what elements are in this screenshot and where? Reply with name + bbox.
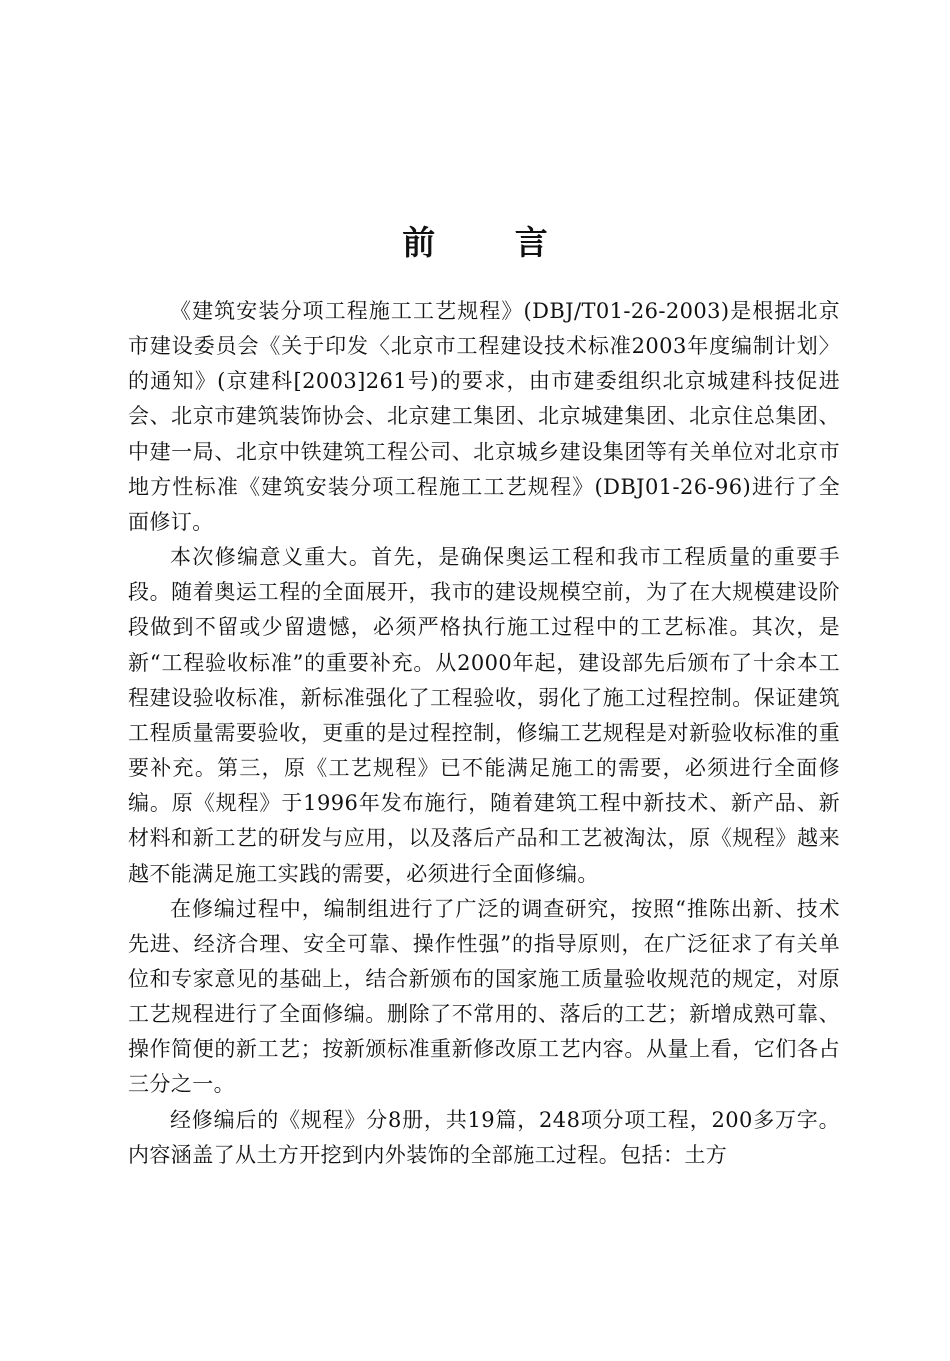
paragraph-2: 本次修编意义重大。首先，是确保奥运工程和我市工程质量的重要手段。随着奥运工程的全面展开，我市的建设规模空前，为了在大规模建设阶段做到不留或少留遗憾，必须严格执行施工过程中的工艺标准。其次，是新“工程验收标准”的重要补充。从2000年起，建设部先后颁布了十余本工程建设验收标准，新标准强化了工程验收，弱化了施工过程控制。保证建筑工程质量需要验收，更重的是过程控制，修编工艺规程是对新验收标准的重要补充。第三，原《工艺规程》已不能满足施工的需要，必须进行全面修编。原《规程》于1996年发布施行，随着建筑工程中新技术、新产品、新材料和新工艺的研发与应用，以及落后产品和工艺被淘汰，原《规程》越来越不能满足施工实践的需要，必须进行全面修编。 [128,545,840,886]
paragraph-4: 经修编后的《规程》分8册，共19篇，248项分项工程，200多万字。内容涵盖了从土方开挖到内外装饰的全部施工过程。包括：土方 [128,1107,840,1167]
paragraph-1: 《建筑安装分项工程施工工艺规程》(DBJ/T01-26-2003)是根据北京市建设委员会《关于印发〈北京市工程建设技术标准2003年度编制计划〉的通知》(京建科[2003]261号)的要求，由市建委组织北京城建科技促进会、北京市建筑装饰协会、北京建工集团、北京城建集团、北京住总集团、中建一局、北京中铁建筑工程公司、北京城乡建设集团等有关单位对北京市地方性标准《建筑安装分项工程施工工艺规程》(DBJ01-26-96)进行了全面修订。 [128,299,840,534]
paragraph-3: 在修编过程中，编制组进行了广泛的调查研究，按照“推陈出新、技术先进、经济合理、安全可靠、操作性强”的指导原则，在广泛征求了有关单位和专家意见的基础上，结合新颁布的国家施工质量验收规范的规定，对原工艺规程进行了全面修编。删除了不常用的、落后的工艺；新增成熟可靠、操作简便的新工艺；按新颁标准重新修改原工艺内容。从量上看，它们各占三分之一。 [128,896,840,1097]
preface-body [128,294,840,1173]
page-title: 前 言 [402,223,582,263]
